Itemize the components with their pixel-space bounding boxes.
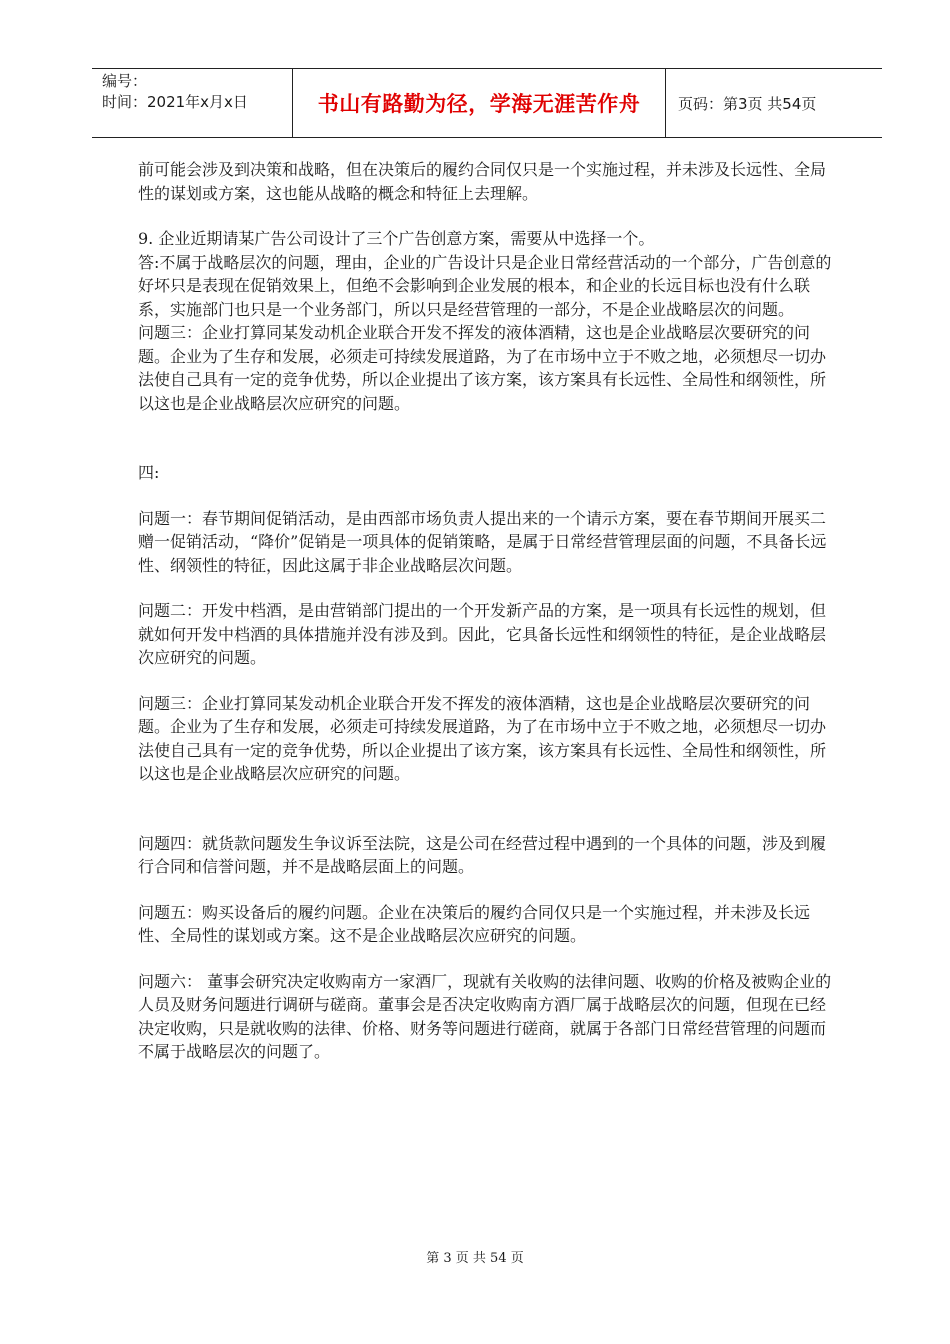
paragraph: 问题四：就货款问题发生争议诉至法院，这是公司在经营过程中遇到的一个具体的问题，涉及到履行合同和信誉问题，并不是战略层面上的问题。	[138, 833, 827, 876]
paragraph: 问题一：春节期间促销活动，是由西部市场负责人提出来的一个请示方案，要在春节期间开展买二赠一促销活动，“降价”促销是一项具体的促销策略，是属于日常经营管理层面的问题，不具备长远性、纲领性的特征，因此这属于非企业战略层次问题。	[138, 508, 827, 575]
paragraph: 问题五：购买设备后的履约问题。企业在决策后的履约合同仅只是一个实施过程，并未涉及长远性、全局性的谋划或方案。这不是企业战略层次应研究的问题。	[138, 902, 811, 945]
page-header	[92, 68, 882, 138]
section-heading: 四:	[138, 463, 160, 482]
paragraph: 前可能会涉及到决策和战略，但在决策后的履约合同仅只是一个实施过程，并未涉及长远性、全局性的谋划或方案，这也能从战略的概念和特征上去理解。	[138, 160, 827, 203]
paragraph: 答:不属于战略层次的问题，理由，企业的广告设计只是企业日常经营活动的一个部分，广告创意的好坏只是表现在促销效果上，但绝不会影响到企业发展的根本，和企业的长远目标也没有什么联系，实施部门也只是一个业务部门，所以只是经营管理的一部分，不是企业战略层次的问题。	[138, 252, 832, 319]
paragraph: 9. 企业近期请某广告公司设计了三个广告创意方案，需要从中选择一个。	[138, 229, 655, 248]
header-meta	[92, 69, 292, 137]
paragraph: 问题二：开发中档酒，是由营销部门提出的一个开发新产品的方案，是一项具有长远性的规划，但就如何开发中档酒的具体措施并没有涉及到。因此，它具备长远性和纲领性的特征，是企业战略层次应研究的问题。	[138, 601, 827, 667]
paragraph: 问题三：企业打算同某发动机企业联合开发不挥发的液体酒精，这也是企业战略层次要研究的问题。企业为了生存和发展，必须走可持续发展道路，为了在市场中立于不败之地，必须想尽一切办法使自己具有一定的竞争优势，所以企业提出了该方案，该方案具有长远性、全局性和纲领性，所以这也是企业战略层次应研究的问题。	[138, 693, 827, 783]
header-motto: 书山有路勤为径，学海无涯苦作舟	[292, 69, 666, 137]
time-label: 时间：2021年x月x日	[102, 93, 248, 111]
number-label: 编号：	[102, 72, 148, 90]
page-footer: 第 3 页 共 54 页	[426, 1251, 524, 1266]
document-body	[138, 158, 838, 1064]
paragraph: 问题六： 董事会研究决定收购南方一家酒厂，现就有关收购的法律问题、收购的价格及被购企业的人员及财务问题进行调研与磋商。董事会是否决定收购南方酒厂属于战略层次的问题，但现在已经决定收购，只是就收购的法律、价格、财务等问题进行磋商，就属于各部门日常经营管理的问题而不属于战略层次的问题了。	[138, 971, 832, 1061]
header-page-label: 页码：第3页 共54页	[678, 94, 817, 113]
paragraph: 问题三：企业打算同某发动机企业联合开发不挥发的液体酒精，这也是企业战略层次要研究的问题。企业为了生存和发展，必须走可持续发展道路，为了在市场中立于不败之地，必须想尽一切办法使自己具有一定的竞争优势，所以企业提出了该方案，该方案具有长远性、全局性和纲领性，所以这也是企业战略层次应研究的问题。	[138, 323, 827, 413]
